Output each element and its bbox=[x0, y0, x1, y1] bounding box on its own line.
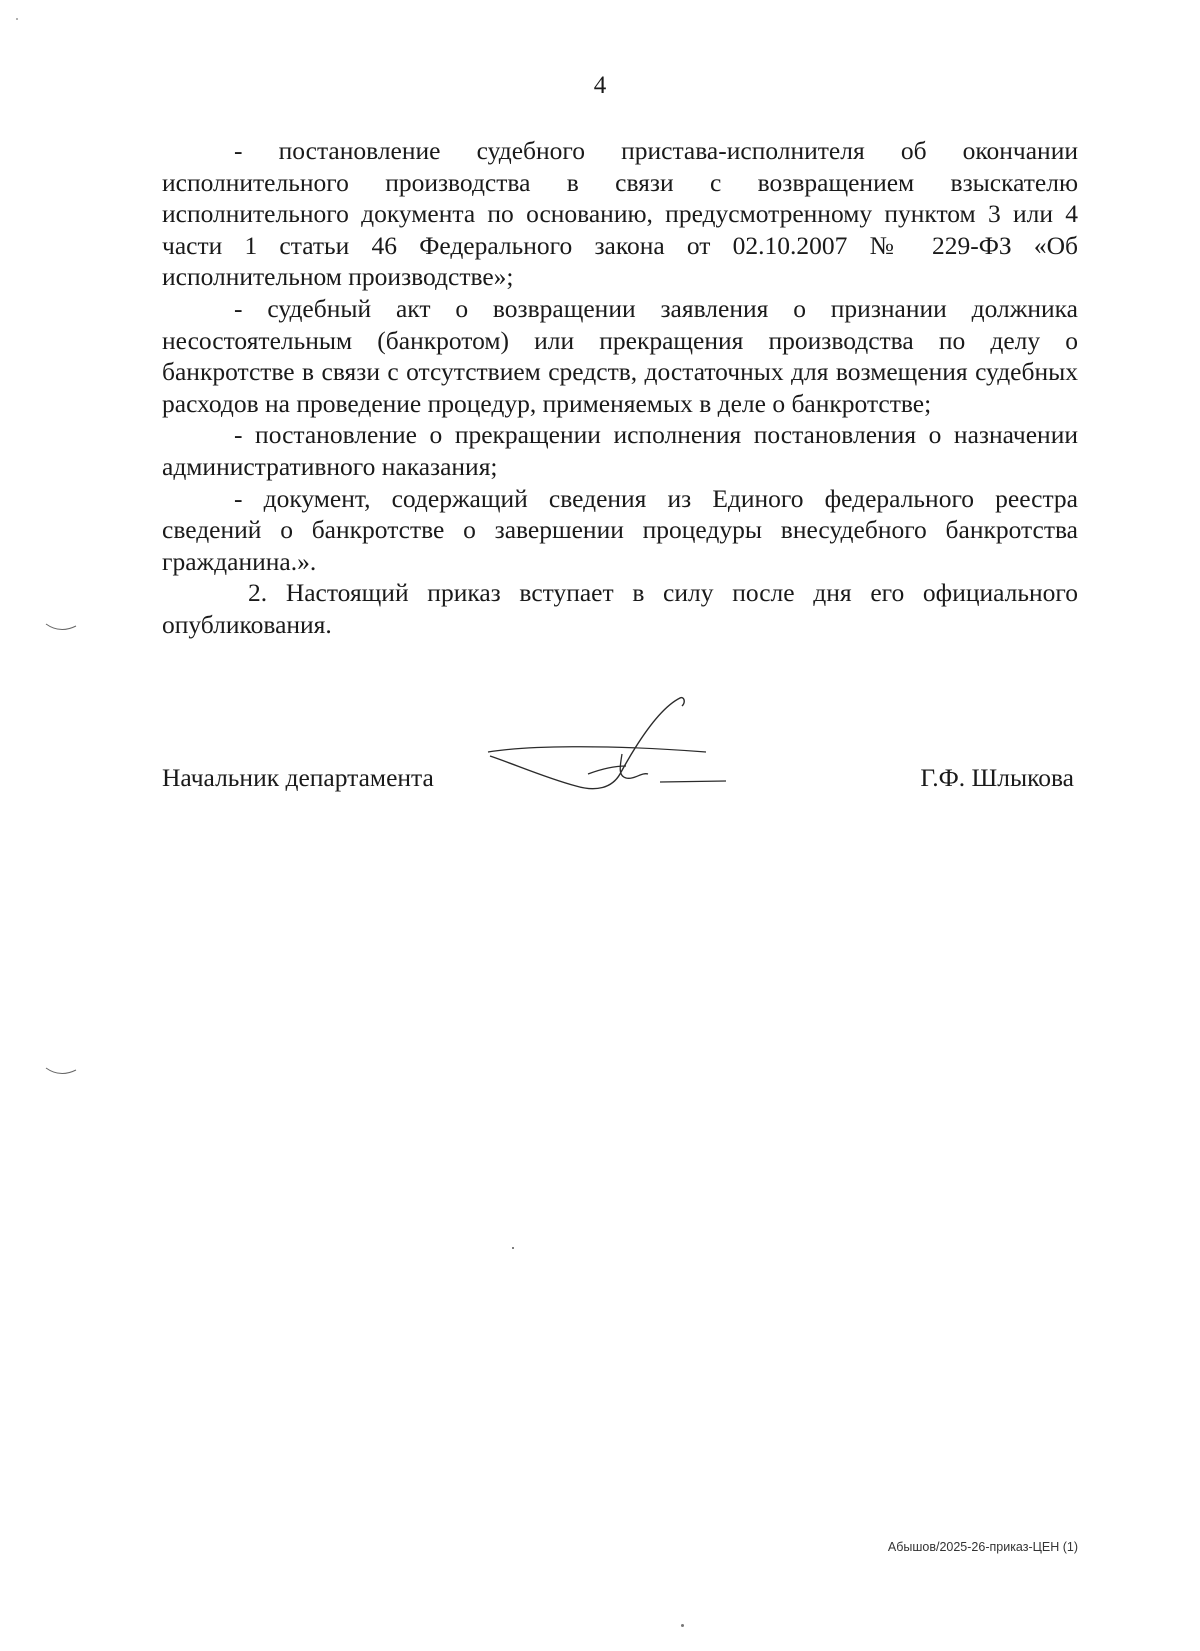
clause-effective-date: 2. Настоящий приказ вступает в силу после дня его официального опубликования. bbox=[162, 578, 1078, 639]
scan-dot bbox=[512, 1247, 514, 1249]
signatory-position: Начальник департамента bbox=[162, 763, 434, 792]
list-item-termination-resolution: - постановление о прекращении исполнения постановления о назначении административного наказания; bbox=[162, 420, 1078, 481]
list-item-court-act: - судебный акт о возвращении заявления о признании должника несостоятельным (банкротом) или прекращения производства по делу о банкротстве в связи с отсутствием средств, достаточных для возмещения судебных расходов на проведение процедур, применяемых в деле о банкротстве; bbox=[162, 293, 1078, 418]
signatory-name: Г.Ф. Шлыкова bbox=[920, 763, 1074, 792]
scan-dot bbox=[16, 18, 18, 20]
list-item-bailiff-resolution: - постановление судебного пристава-исполнителя об окончании исполнительного производства в связи с возвращением взыскателю исполнительного документа по основанию, предусмотренному пунктом 3 или 4 части 1 статьи 46 Федерального закона от 02.10.2007 № 229-ФЗ «Об исполнительном производстве»; bbox=[162, 136, 1078, 292]
page-number: 4 bbox=[593, 72, 607, 99]
scan-artifact bbox=[44, 622, 78, 634]
scan-artifact bbox=[44, 1066, 78, 1078]
list-item-registry-document: - документ, содержащий сведения из Единого федерального реестра сведений о банкротстве о завершении процедуры внесудебного банкротства гражданина.». bbox=[162, 483, 1078, 576]
order-text bbox=[162, 135, 1078, 641]
scan-dot bbox=[681, 1624, 684, 1627]
handwritten-signature bbox=[484, 692, 744, 817]
document-code: Абышов/2025-26-приказ-ЦЕН (1) bbox=[887, 1540, 1078, 1554]
